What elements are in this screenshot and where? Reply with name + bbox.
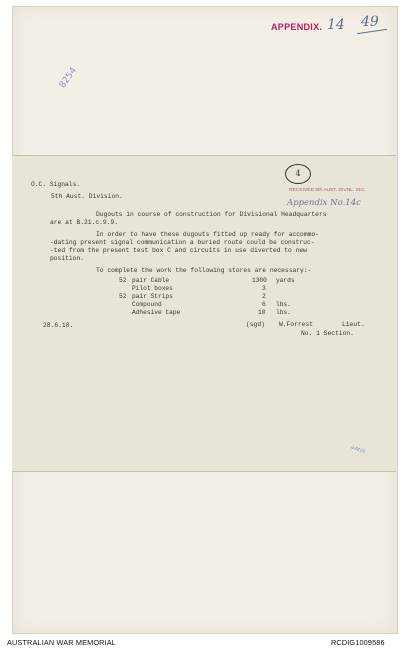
footer-source: AUSTRALIAN WAR MEMORIAL [7,638,116,647]
signature-prefix: (sgd) [246,321,265,328]
received-stamp: RECEIVED 5th AUST. DIVNL. SIG. [289,188,366,193]
store-quantity: 1300 [252,277,267,284]
store-unit: yards [276,277,295,284]
paragraph-1-line-1: Dugouts in course of construction for Divisional Headquarters [96,211,327,218]
circled-number: 4 [285,164,311,184]
store-item: Compound [132,301,162,308]
document-date: 28.6.18. [43,322,74,329]
store-prefix: 52 [119,277,127,284]
store-quantity: 3 [262,285,266,292]
paragraph-2-line-1: In order to have these dugouts fitted up ready for accommo- [96,231,319,238]
signatory-name: W.Forrest [279,321,314,328]
store-unit: lbs. [276,301,291,308]
signatory-section: No. 1 Section. [301,330,354,337]
store-quantity: 10 [258,309,266,316]
page-number: 49 [361,14,379,30]
store-item: pair Strips [132,293,173,300]
store-quantity: 2 [262,293,266,300]
faint-handwritten-mark: 𝓈𝓊𝓃 [349,440,368,457]
division: 5th Aust. Division. [51,193,123,200]
footer-record-id: RCDIG1009586 [331,638,385,647]
stores-intro: To complete the work the following stores are necessary:- [96,267,312,274]
store-item: Adhesive tape [132,309,181,316]
paragraph-2-line-4: position. [50,255,85,262]
store-unit: lbs. [276,309,291,316]
store-prefix: 52 [119,293,127,300]
paragraph-2-line-2: -dating present signal communication a buried route could be construc- [50,239,315,246]
appendix-note: Appendix No.14c [287,198,361,208]
appendix-number: 14 [327,17,345,33]
paragraph-2-line-3: -ted from the present test box C and circuits in use diverted to new [50,247,307,254]
store-quantity: 6 [262,301,266,308]
pencil-mark: 8254 [57,65,80,91]
appendix-stamp: APPENDIX. [271,22,323,32]
store-item: Pilot boxes [132,285,173,292]
store-item: pair Cable [132,277,170,284]
signatory-rank: Lieut. [342,321,365,328]
addressee: O.C. Signals. [31,181,81,188]
paragraph-1-line-2: are at B.21.c.9.9. [50,219,119,226]
